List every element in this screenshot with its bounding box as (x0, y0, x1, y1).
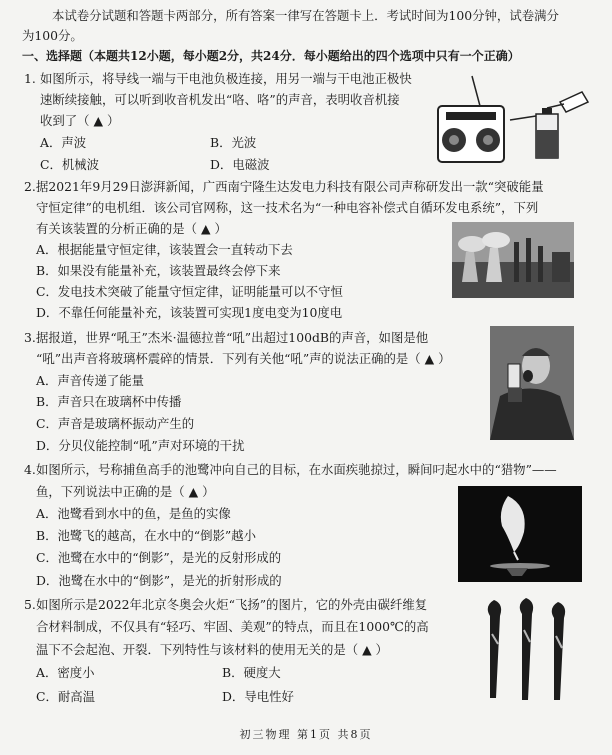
question-number: 1. (24, 71, 36, 86)
question-text-line: 据报道，世界“吼王”杰米·温德拉普“吼”出超过100dB的声音，如图是他 (36, 330, 429, 345)
option-a: A．声音传递了能量 (36, 373, 145, 388)
torch-icon (552, 602, 565, 700)
question-number: 5. (24, 597, 36, 612)
option-d: D．电磁波 (210, 157, 270, 172)
shouting-man-photo (490, 326, 574, 440)
option-a: A．密度小 (36, 665, 95, 680)
question-text-line: 速断续接触，可以听到收音机发出“咯、咯”的声音，表明收音机接 (40, 92, 400, 107)
option-b: B．硬度大 (222, 665, 281, 680)
option-c: C．耐高温 (36, 689, 96, 704)
question-text-line: 据2021年9月29日澎湃新闻，广西南宁隆生达发电力科技有限公司声称研发出一款“突破能量 (36, 179, 544, 194)
question-text-line: 如图所示，将导线一端与干电池负极连接，用另一端与干电池正极快 (40, 71, 412, 86)
option-d: D．分贝仪能控制“吼”声对环境的干扰 (36, 438, 245, 453)
option-b: B．如果没有能量补充，该装置最终会停下来 (36, 263, 281, 278)
page-footer: 初三物理 第1页 共8页 (239, 728, 373, 741)
battery-icon (510, 92, 588, 158)
option-c: C．机械波 (40, 157, 100, 172)
radio-battery-figure (432, 72, 594, 172)
question-text-line: 合材料制成，不仅具有“轻巧、牢固、美观”的特点，而且在1000℃的高 (36, 619, 429, 634)
question-number: 2. (24, 179, 36, 194)
option-d: D．导电性好 (222, 689, 294, 704)
section-heading: 一、选择题（本题共12小题，每小题2分，共24分．每小题给出的四个选项中只有一个正确） (22, 49, 520, 63)
option-b: B．池鹭飞的越高，在水中的“倒影”越小 (36, 528, 257, 543)
question-text-line: 有关该装置的分析正确的是（ ▲ ） (36, 221, 227, 236)
option-d: D．不靠任何能量补充，该装置可实现1度电变为10度电 (36, 305, 343, 320)
intro-line-2: 为100分。 (22, 28, 83, 43)
option-c: C．发电技术突破了能量守恒定律，证明能量可以不守恒 (36, 284, 343, 299)
option-d: D．池鹭在水中的“倒影”，是光的折射形成的 (36, 573, 282, 588)
egret-photo (458, 486, 582, 582)
power-plant-photo (452, 222, 574, 298)
question-text-line: “吼”出声音将玻璃杯震碎的情景．下列有关他“吼”声的说法正确的是（ ▲ ） (36, 351, 451, 366)
question-text-line: 守恒定律”的电机组．该公司官网称，这一技术名为“一种电容补偿式自循环发电系统”，下列 (36, 200, 539, 215)
torch-icon (488, 600, 501, 698)
torch-icon (520, 598, 533, 700)
option-a: A．池鹭看到水中的鱼，是鱼的实像 (36, 506, 231, 521)
option-c: C．声音是玻璃杯振动产生的 (36, 416, 195, 431)
intro-line-1: 本试卷分试题和答题卡两部分，所有答案一律写在答题卡上．考试时间为100分钟，试卷满分 (52, 8, 559, 23)
option-a: A．根据能量守恒定律，该装置会一直转动下去 (36, 242, 293, 257)
question-number: 4. (24, 462, 36, 477)
option-b: B．声音只在玻璃杯中传播 (36, 394, 182, 409)
option-b: B．光波 (210, 135, 257, 150)
option-c: C．池鹭在水中的“倒影”，是光的反射形成的 (36, 550, 282, 565)
torch-photo (470, 594, 582, 708)
option-a: A．声波 (40, 135, 87, 150)
question-text-line: 如图所示，号称捕鱼高手的池鹭冲向自己的目标，在水面疾驰掠过，瞬间叼起水中的“猎物”—— (36, 462, 557, 477)
question-text-line: 收到了（ ▲ ） (40, 113, 120, 128)
question-text-line: 鱼，下列说法中正确的是（ ▲ ） (36, 484, 215, 499)
question-text-line: 温下不会起泡、开裂．下列特性与该材料的使用无关的是（ ▲ ） (36, 642, 388, 657)
question-text-line: 如图所示是2022年北京冬奥会火炬“飞扬”的图片，它的外壳由碳纤维复 (36, 597, 428, 612)
radio-icon (438, 76, 504, 162)
question-number: 3. (24, 330, 36, 345)
